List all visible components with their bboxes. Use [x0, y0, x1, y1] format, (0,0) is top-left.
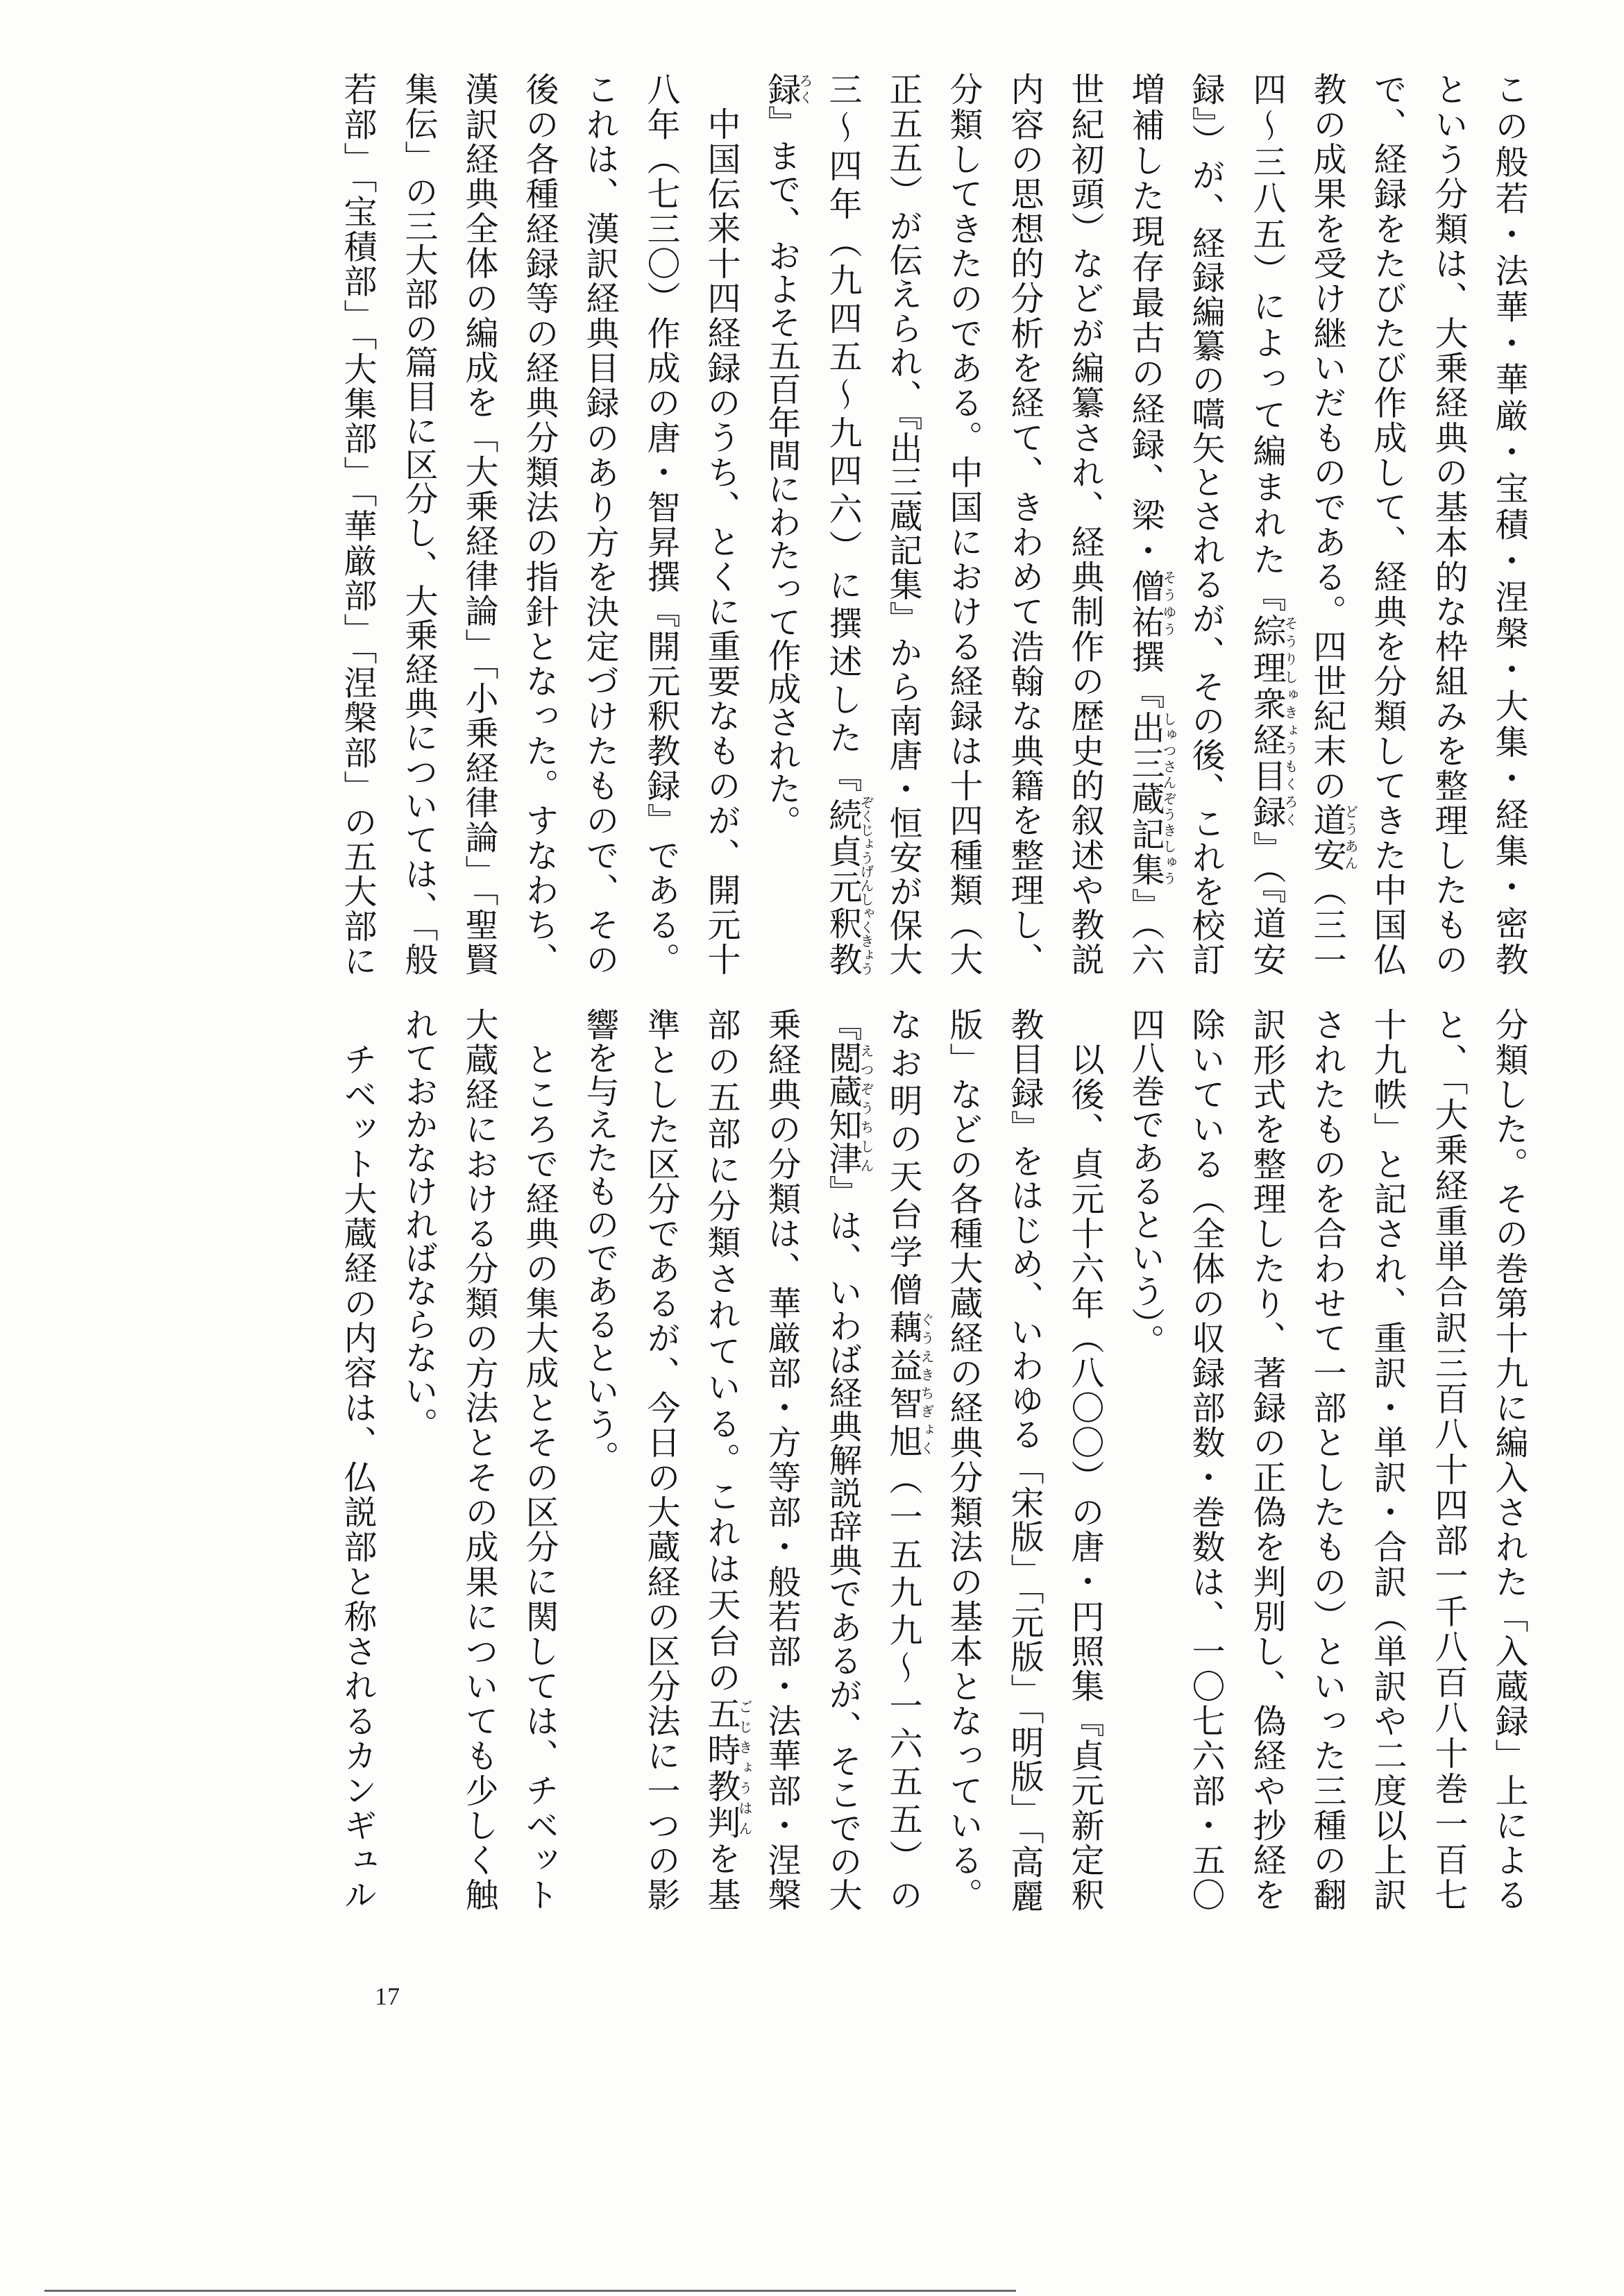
text-column: 八年（七三〇）作成の唐・智昇撰『開元釈教録』である。 — [641, 72, 680, 976]
text-run: 部の五部に分類されている。これは天台の — [702, 1007, 741, 1697]
text-column: 世紀初頭）などが編纂され、経典制作の歴史的叙述や教説 — [1065, 72, 1104, 976]
ruby-base: 録 — [762, 72, 801, 105]
text-column: 後の各種経録等の経典分類法の指針となった。すなわち、 — [520, 72, 559, 976]
text-column: で、経録をたびたび作成して、経典を分類してきた中国仏 — [1368, 72, 1407, 976]
ruby-base: 続貞元釈教 — [823, 795, 862, 976]
ruby-base: 出三蔵記集 — [1126, 711, 1165, 888]
text-column — [812, 72, 873, 976]
text-column: 分類してきたのである。中国における経録は十四種類（大 — [944, 72, 983, 976]
text-run: 増補した現存最古の経録、梁・ — [1126, 72, 1165, 569]
text-column: この般若・法華・華厳・宝積・涅槃・大集・経集・密教 — [1489, 72, 1528, 976]
ruby-reading: ろく — [797, 72, 813, 105]
ruby-reading: そうりしゅきょうもくろく — [1282, 614, 1299, 828]
ruby-group — [823, 795, 874, 976]
ruby-group — [1308, 803, 1359, 873]
text-column: という分類は、大乗経典の基本的な枠組みを整理したもの — [1429, 72, 1468, 976]
text-column: 正五五）が伝えられ、『出三蔵記集』から南唐・恒安が保大 — [883, 72, 922, 976]
text-column — [812, 1007, 873, 1911]
text-column: 漢訳経典全体の編成を「大乗経律論」「小乗経律論」「聖賢 — [459, 72, 498, 976]
ruby-group — [883, 1310, 935, 1462]
text-column — [751, 72, 812, 976]
text-run: 四～三八五）によって編まれた『 — [1247, 72, 1286, 615]
text-column: 準とした区分であるが、今日の大蔵経の区分法に一つの影 — [641, 1007, 680, 1912]
bottom-rule — [44, 2290, 1016, 2292]
text-column — [1236, 72, 1297, 976]
text-run: 』は、いわば経典解説辞典であるが、そこでの大 — [823, 1175, 862, 1912]
text-run: 』（『道安 — [1247, 831, 1286, 976]
text-column — [1115, 72, 1176, 976]
text-column: 大蔵経における分類の方法とその成果についても少しく触 — [459, 1007, 498, 1912]
text-column: 四八巻であるという）。 — [1126, 1007, 1165, 1357]
text-column: れておかなければならない。 — [399, 1007, 438, 1440]
text-column: 中国伝来十四経録のうち、とくに重要なものが、開元十 — [702, 107, 741, 976]
text-column: 内容の思想的分析を経て、きわめて浩翰な典籍を整理し、 — [1005, 72, 1044, 976]
text-column — [872, 1007, 933, 1911]
text-column: 録』）が、経録編纂の嚆矢とされるが、その後、これを校訂 — [1186, 72, 1225, 976]
text-column — [1296, 72, 1357, 976]
text-run: を基 — [702, 1841, 741, 1911]
text-run: なお明の天台学僧 — [883, 1007, 922, 1311]
text-column: チベット大蔵経の内容は、仏説部と称されるカンギュル — [338, 1042, 377, 1911]
text-column: と、「大乗経重単合訳三百八十四部一千八百八十巻一百七 — [1429, 1007, 1468, 1911]
ruby-base: 藕益智旭 — [883, 1310, 922, 1462]
ruby-base: 閲蔵知津 — [823, 1041, 862, 1175]
ruby-group — [823, 1041, 874, 1175]
text-column: 以後、貞元十六年（八〇〇）の唐・円照集『貞元新定釈 — [1065, 1042, 1104, 1911]
lower-text-block — [0, 1007, 1624, 1911]
text-column: されたものを合わせて一部としたもの）といった三種の翻 — [1308, 1007, 1346, 1911]
ruby-group — [1247, 614, 1299, 831]
text-run: 』まで、およそ五百年間にわたって作成された。 — [762, 105, 801, 838]
text-column: 集伝」の三大部の篇目に区分し、大乗経典については、「般 — [399, 72, 438, 976]
text-run: 撰『 — [1126, 639, 1165, 711]
text-run: （三一 — [1308, 872, 1346, 976]
text-column: 分類した。その巻第十九に編入された「入蔵録」上による — [1489, 1007, 1528, 1912]
ruby-reading: どうあん — [1342, 803, 1359, 871]
text-column: 版」などの各種大蔵経の経典分類法の基本となっている。 — [944, 1007, 983, 1911]
text-column: 十九帙」と記され、重訳・単訳・合訳（単訳や二度以上訳 — [1368, 1007, 1407, 1911]
text-column: ところで経典の集大成とその区分に関しては、チベット — [520, 1042, 559, 1911]
ruby-reading: しゅつさんぞうきしゅう — [1160, 711, 1177, 886]
page-number: 17 — [375, 1982, 400, 2010]
ruby-reading: ぐうえきちぎょく — [918, 1310, 935, 1457]
text-column — [691, 1007, 752, 1911]
ruby-reading: そうゆう — [1160, 568, 1177, 638]
text-column: 若部」「宝積部」「大集部」「華厳部」「涅槃部」の五大部に — [338, 72, 377, 976]
text-column: 教目録』をはじめ、いわゆる「宋版」「元版」「明版」「高麗 — [1005, 1007, 1044, 1911]
text-column: 乗経典の分類は、華厳部・方等部・般若部・法華部・涅槃 — [762, 1007, 801, 1911]
ruby-base: 道安 — [1308, 803, 1346, 873]
ruby-group — [1126, 568, 1177, 640]
ruby-group — [702, 1696, 753, 1842]
ruby-group — [762, 72, 813, 105]
text-column: 除いている（全体の収録部数・巻数は、一〇七六部・五〇 — [1186, 1007, 1225, 1911]
ruby-reading: えつぞうちしん — [858, 1041, 874, 1175]
ruby-group — [1126, 711, 1177, 888]
ruby-reading: ごじきょうはん — [736, 1696, 753, 1839]
text-column: 訳形式を整理したり、著録の正偽を判別し、偽経や抄経を — [1247, 1007, 1286, 1911]
text-run: 』（六 — [1126, 887, 1165, 976]
text-column: 響を与えたものであるという。 — [580, 1007, 619, 1474]
ruby-base: 五時教判 — [702, 1696, 741, 1842]
text-run: 『 — [823, 1007, 862, 1041]
text-column: これは、漢訳経典目録のあり方を決定づけたもので、その — [580, 72, 619, 976]
upper-text-block — [0, 72, 1624, 976]
ruby-base: 綜理衆経目録 — [1247, 614, 1286, 831]
text-run: 教の成果を受け継いだものである。四世紀末の — [1308, 72, 1346, 803]
ruby-base: 僧祐 — [1126, 568, 1165, 640]
text-run: （一五九九～一六五五）の — [883, 1461, 922, 1912]
ruby-reading: ぞくじょうげんしゃくきょう — [858, 795, 874, 976]
text-run: 三～四年（九四五～九四六）に撰述した『 — [823, 72, 862, 797]
